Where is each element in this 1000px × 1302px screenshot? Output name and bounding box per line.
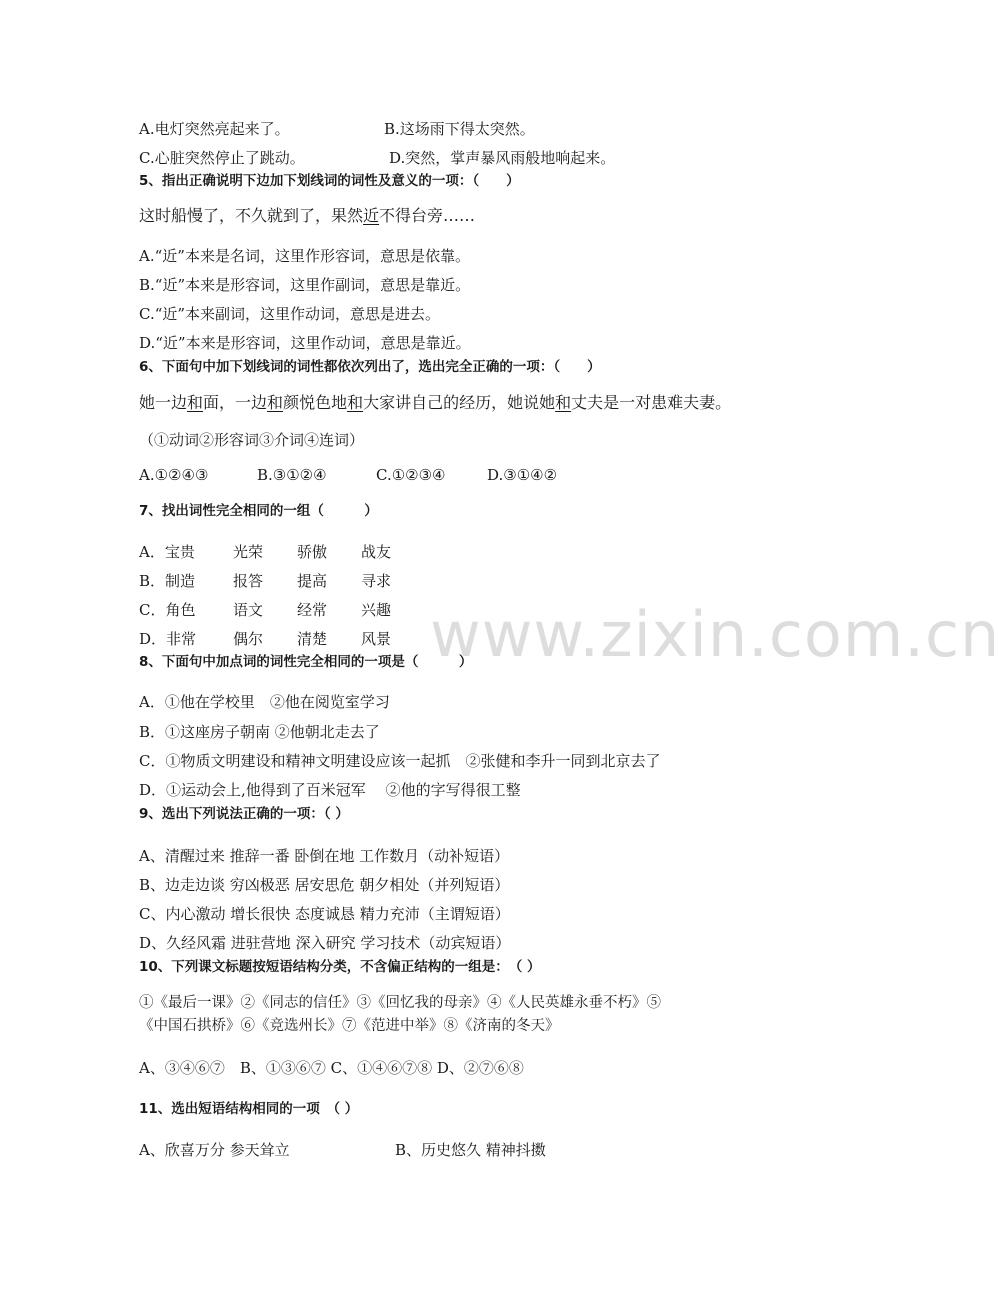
- q7-cell: 语文: [233, 601, 264, 619]
- q6-sentence: 她一边和面，一边和颜悦色地和大家讲自己的经历，她说她和丈夫是一对患难夫妻。: [139, 393, 732, 412]
- q11-option-a: A、欣喜万分 参天耸立: [139, 1141, 290, 1159]
- q7-cell: 兴趣: [361, 601, 392, 619]
- q4-option-a: A.电灯突然亮起来了。: [139, 120, 290, 138]
- q10-question: 10、下列课文标题按短语结构分类，不含偏正结构的一组是： （ ）: [139, 959, 541, 975]
- q7-cell: 战友: [361, 543, 392, 561]
- q7-cell: 提高: [297, 572, 328, 590]
- q4-option-d: D.突然，掌声暴风雨般地响起来。: [389, 149, 616, 167]
- q7-cell: 经常: [297, 601, 328, 619]
- q5-option-a: A.“近”本来是名词，这里作形容词，意思是依靠。: [139, 247, 470, 265]
- q7-row-d-label: D．非常: [139, 630, 197, 648]
- underlined-word: 和: [347, 393, 364, 412]
- q6-option-a: A.①②④③: [139, 466, 209, 484]
- q10-titles-line-2: 《中国石拱桥》⑥《竞选州长》⑦《范进中举》⑧《济南的冬天》: [139, 1018, 560, 1034]
- q6-legend: （①动词②形容词③介词④连词）: [139, 431, 365, 449]
- q7-question: 7、找出词性完全相同的一组（ ）: [139, 503, 378, 519]
- q8-option-a: A．①他在学校里 ②他在阅览室学习: [139, 693, 390, 711]
- q7-cell: 清楚: [297, 630, 328, 648]
- q6-option-d: D.③①④②: [487, 466, 558, 484]
- q5-question: 5、指出正确说明下边加下划线词的词性及意义的一项：（ ）: [139, 173, 520, 189]
- q8-option-d: D．①运动会上,他得到了百米冠军 ②他的字写得很工整: [139, 781, 521, 799]
- underlined-word: 和: [555, 393, 572, 412]
- q9-option-d: D、久经风霜 进驻营地 深入研究 学习技术（动宾短语）: [139, 934, 511, 952]
- underlined-word: 和: [267, 393, 284, 412]
- q9-option-b: B、边走边谈 穷凶极恶 居安思危 朝夕相处（并列短语）: [139, 876, 510, 894]
- q9-option-a: A、清醒过来 推辞一番 卧倒在地 工作数月（动补短语）: [139, 847, 510, 865]
- q7-row-b-label: B．制造: [139, 572, 196, 590]
- underlined-word: 和: [187, 393, 204, 412]
- q5-option-b: B.“近”本来是形容词，这里作副词，意思是靠近。: [139, 276, 471, 294]
- q7-cell: 骄傲: [297, 543, 328, 561]
- q7-row-c-label: C．角色: [139, 601, 196, 619]
- q7-cell: 光荣: [233, 543, 264, 561]
- q5-sentence: 这时船慢了，不久就到了，果然近不得台旁……: [139, 206, 476, 225]
- q11-option-b: B、历史悠久 精神抖擞: [395, 1141, 546, 1159]
- watermark: www.zixin.com.cn: [430, 598, 1000, 671]
- q8-option-b: B．①这座房子朝南 ②他朝北走去了: [139, 723, 380, 741]
- q7-row-a-label: A．宝贵: [139, 543, 195, 561]
- q6-question: 6、下面句中加下划线词的词性都依次列出了，选出完全正确的一项：（ ）: [139, 359, 601, 375]
- q7-cell: 风景: [361, 630, 392, 648]
- q4-option-c: C.心脏突然停止了跳动。: [139, 149, 305, 167]
- q8-option-c: C．①物质文明建设和精神文明建设应该一起抓 ②张健和李升一同到北京去了: [139, 752, 661, 770]
- q9-question: 9、选出下列说法正确的一项：（ ）: [139, 806, 349, 822]
- q11-question: 11、选出短语结构相同的一项 （ ）: [139, 1101, 359, 1117]
- q10-options: A、③④⑥⑦ B、①③⑥⑦ C、①④⑥⑦⑧ D、②⑦⑥⑧: [139, 1059, 524, 1077]
- q5-option-c: C.“近”本来副词，这里作动词，意思是进去。: [139, 305, 441, 323]
- q7-cell: 报答: [233, 572, 264, 590]
- q7-cell: 寻求: [361, 572, 392, 590]
- q9-option-c: C、内心激动 增长很快 态度诚恳 精力充沛（主谓短语）: [139, 905, 510, 923]
- q10-titles-line-1: ①《最后一课》②《同志的信任》③《回忆我的母亲》④《人民英雄永垂不朽》⑤: [139, 995, 661, 1011]
- q6-option-c: C.①②③④: [376, 466, 446, 484]
- q7-cell: 偶尔: [233, 630, 264, 648]
- underlined-word: 近: [363, 206, 380, 225]
- q5-option-d: D.“近”本来是形容词，这里作动词，意思是靠近。: [139, 334, 471, 352]
- q6-option-b: B.③①②④: [257, 466, 327, 484]
- q8-question: 8、下面句中加点词的词性完全相同的一项是（ ）: [139, 654, 473, 670]
- q4-option-b: B.这场雨下得太突然。: [384, 120, 535, 138]
